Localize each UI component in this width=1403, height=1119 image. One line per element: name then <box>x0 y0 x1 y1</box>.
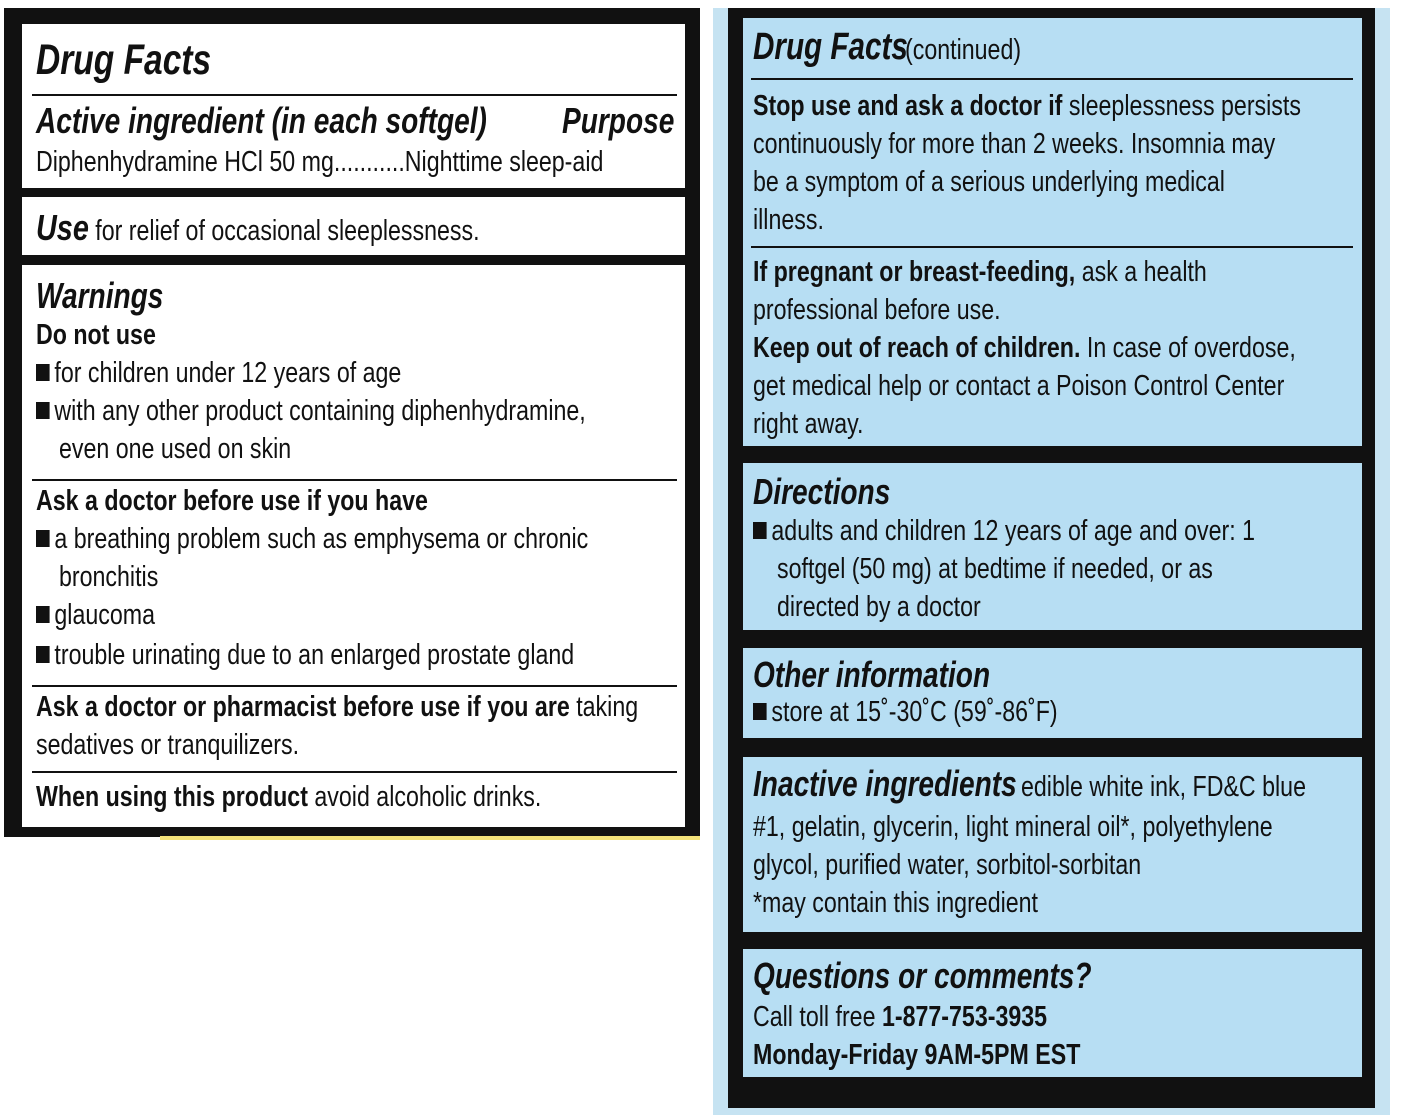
ingredient-name: Diphenhydramine HCl 50 mg <box>36 146 334 178</box>
divider <box>751 78 1353 80</box>
questions-box <box>743 949 1362 1077</box>
continued-suffix: (continued) <box>905 34 1022 66</box>
use-label: Use <box>36 207 89 248</box>
questions-title: Questions or comments? <box>753 955 1092 996</box>
list-item: a breathing problem such as emphysema or chronic <box>36 523 588 556</box>
drug-facts-right-panel <box>713 8 1390 1115</box>
list-item: store at 15˚-30˚C (59˚-86˚F) <box>753 696 1058 729</box>
active-ingredient-box <box>22 24 685 188</box>
ask-doctor-heading: Ask a doctor before use if you have <box>36 485 428 517</box>
keep-out-line: Keep out of reach of children. In case of overdose, <box>753 332 1296 364</box>
inactive-ingredients-box <box>743 757 1362 932</box>
other-information-box <box>743 648 1362 738</box>
stop-use-line: Stop use and ask a doctor if sleeplessness persists <box>753 90 1301 122</box>
bullet-icon <box>36 364 50 381</box>
text-line: be a symptom of a serious underlying medical <box>753 166 1225 198</box>
bullet-icon <box>36 646 50 663</box>
text-line: glycol, purified water, sorbitol-sorbitan <box>753 849 1142 881</box>
text-line: #1, gelatin, glycerin, light mineral oil*, polyethylene <box>753 811 1273 843</box>
list-item-continued: softgel (50 mg) at bedtime if needed, or as <box>777 553 1213 585</box>
use-line <box>36 207 480 249</box>
text-line: illness. <box>753 204 824 236</box>
other-information-title: Other information <box>753 654 991 695</box>
leader-dots: ........... <box>333 146 405 178</box>
active-ingredient-heading: Active ingredient (in each softgel) <box>36 100 487 141</box>
divider <box>751 246 1353 248</box>
pregnant-line: If pregnant or breast-feeding, ask a health <box>753 256 1207 288</box>
bullet-icon <box>36 402 50 419</box>
directions-box <box>743 463 1362 630</box>
continued-title: Drug Facts <box>753 26 908 68</box>
use-box <box>22 197 685 255</box>
ingredient-line <box>36 146 603 179</box>
ask-pharmacist-line: Ask a doctor or pharmacist before use if you are taking <box>36 691 639 723</box>
text-line: continuously for more than 2 weeks. Insomnia may <box>753 128 1276 160</box>
list-item: trouble urinating due to an enlarged prostate gland <box>36 639 574 672</box>
drug-facts-title: Drug Facts <box>36 36 212 84</box>
bullet-icon <box>753 522 767 539</box>
directions-title: Directions <box>753 471 891 512</box>
yellow-edge <box>160 836 700 840</box>
call-line: Call toll free 1-877-753-3935 <box>753 1001 1048 1033</box>
stop-use-box <box>743 18 1362 446</box>
inactive-first-text: edible white ink, FD&C blue <box>1021 771 1306 803</box>
purpose-heading: Purpose <box>562 100 675 141</box>
text-line: get medical help or contact a Poison Control Center <box>753 370 1285 402</box>
phone-number: 1-877-753-3935 <box>881 1001 1048 1033</box>
use-text: for relief of occasional sleeplessness. <box>95 215 480 247</box>
text-line: right away. <box>753 408 864 440</box>
list-item: adults and children 12 years of age and over: 1 <box>753 515 1255 548</box>
list-item-continued: even one used on skin <box>59 433 292 465</box>
inactive-title: Inactive ingredients <box>753 763 1017 804</box>
text-line: professional before use. <box>753 294 1001 326</box>
warnings-box <box>22 265 685 827</box>
divider <box>32 94 677 96</box>
bullet-icon <box>36 606 50 623</box>
list-item: with any other product containing diphenhydramine, <box>36 395 586 428</box>
when-using-line: When using this product avoid alcoholic drinks. <box>36 781 542 813</box>
text-line: *may contain this ingredient <box>753 887 1039 919</box>
list-item-continued: directed by a doctor <box>777 591 981 623</box>
divider <box>32 771 677 773</box>
bullet-icon <box>36 530 50 547</box>
list-item: glaucoma <box>36 599 155 632</box>
list-item: for children under 12 years of age <box>36 357 401 390</box>
ingredient-purpose: Nighttime sleep-aid <box>404 146 604 178</box>
divider <box>32 479 677 481</box>
list-item-continued: bronchitis <box>59 561 159 593</box>
ask-pharmacist-line2: sedatives or tranquilizers. <box>36 729 300 761</box>
divider <box>32 685 677 687</box>
do-not-use-heading: Do not use <box>36 319 156 351</box>
drug-facts-left-panel <box>4 8 700 837</box>
warnings-title: Warnings <box>36 275 164 316</box>
hours-line: Monday-Friday 9AM-5PM EST <box>753 1039 1081 1071</box>
bullet-icon <box>753 703 767 720</box>
